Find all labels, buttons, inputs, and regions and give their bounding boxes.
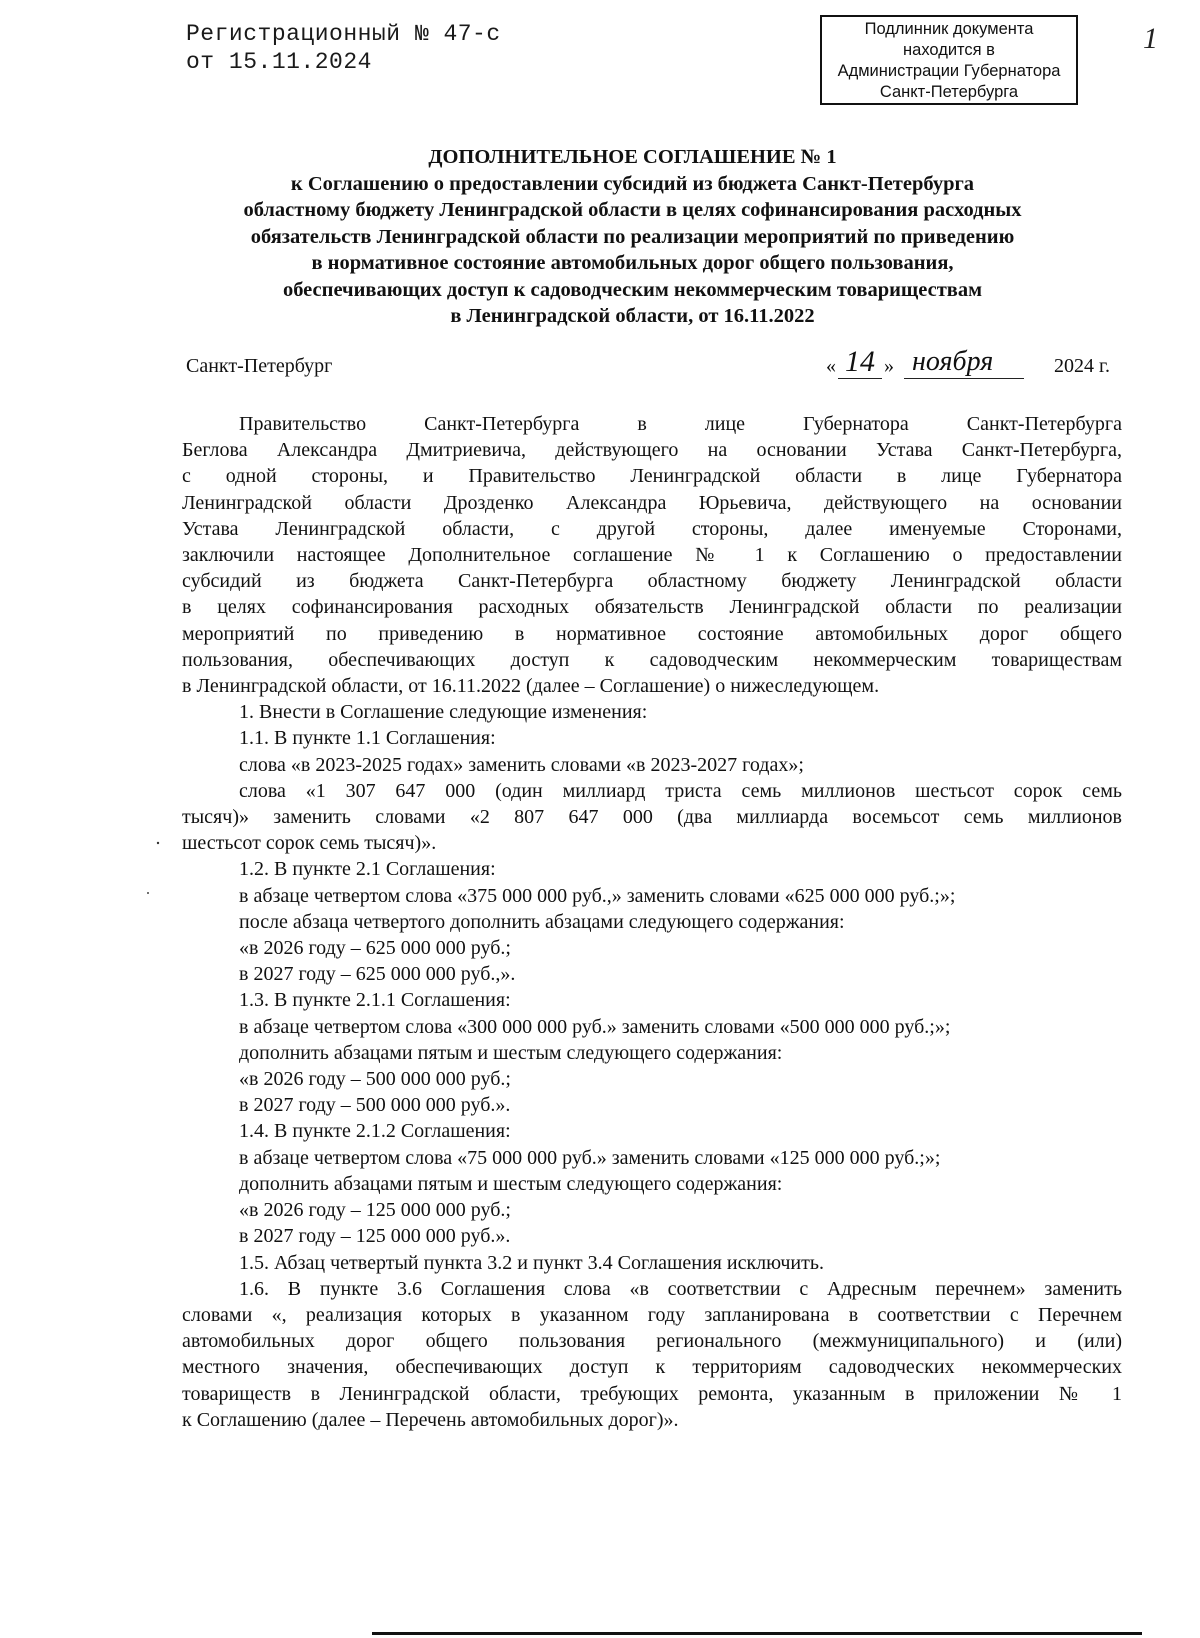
clause-1: 1. Внести в Соглашение следующие изменения:: [239, 701, 648, 724]
clause-1-2-d: в 2027 году – 625 000 000 руб.,».: [239, 963, 516, 986]
clause-1-3: 1.3. В пункте 2.1.1 Соглашения:: [239, 989, 511, 1012]
handwritten-page-number: 1: [1143, 22, 1158, 55]
clause-1-3-b: дополнить абзацами пятым и шестым следующего содержания:: [239, 1041, 783, 1064]
preamble-line: пользования, обеспечивающих доступ к садоводческим некоммерческим товариществам: [182, 648, 1122, 671]
preamble-line: субсидий из бюджета Санкт-Петербурга областному бюджету Ленинградской области: [182, 570, 1122, 593]
date-day-handwritten: 14: [838, 346, 882, 379]
bottom-edge-line: [372, 1632, 1142, 1635]
clause-1-6-line: словами «, реализация которых в указанном году запланирована в соответствии с Перечнем: [182, 1303, 1122, 1326]
clause-1-6-line: 1.6. В пункте 3.6 Соглашения слова «в соответствии с Адресным перечнем» заменить: [239, 1277, 1122, 1300]
title-line-3: обязательств Ленинградской области по реализации мероприятий по приведению: [250, 225, 1015, 248]
clause-1-6-line: местного значения, обеспечивающих доступ к территориям садоводческих некоммерческих: [182, 1356, 1122, 1379]
title-line-4: в нормативное состояние автомобильных дорог общего пользования,: [311, 252, 954, 274]
clause-1-2: 1.2. В пункте 2.1 Соглашения:: [239, 858, 496, 881]
stamp-line-4: Санкт-Петербурга: [879, 83, 1019, 101]
date-open-quote: «: [826, 355, 836, 377]
preamble-line: Беглова Александра Дмитриевича, действующего на основании Устава Санкт-Петербурга,: [182, 439, 1122, 462]
clause-1-1-b-line: шестьсот сорок семь тысяч)».: [182, 832, 437, 855]
title-line-6: в Ленинградской области, от 16.11.2022: [450, 305, 815, 327]
clause-1-3-d: в 2027 году – 500 000 000 руб.».: [239, 1094, 511, 1117]
preamble-line: Устава Ленинградской области, с другой стороны, далее именуемые Сторонами,: [182, 517, 1122, 540]
registration-line-1: Регистрационный № 47-с: [186, 21, 501, 47]
preamble-line: заключили настоящее Дополнительное соглашение № 1 к Соглашению о предоставлении: [182, 544, 1122, 567]
stamp-line-1: Подлинник документа: [864, 20, 1034, 38]
clause-1-6-line: товариществ в Ленинградской области, требующих ремонта, указанным в приложении № 1: [182, 1382, 1122, 1405]
title-heading: ДОПОЛНИТЕЛЬНОЕ СОГЛАШЕНИЕ № 1: [428, 146, 837, 168]
preamble-line: в целях софинансирования расходных обязательств Ленинградской области по реализации: [182, 596, 1122, 619]
date-year: 2024 г.: [1054, 355, 1110, 377]
preamble-line: с одной стороны, и Правительство Ленинградской области в лице Губернатора: [182, 465, 1122, 488]
place-of-signing: Санкт-Петербург: [186, 355, 333, 377]
scan-speck: [157, 842, 159, 844]
clause-1-2-b: после абзаца четвертого дополнить абзацами следующего содержания:: [239, 910, 845, 933]
preamble-line: Ленинградской области Дрозденко Александра Юрьевича, действующего на основании: [182, 491, 1122, 514]
preamble-line: в Ленинградской области, от 16.11.2022 (далее – Соглашение) о нижеследующем.: [182, 675, 880, 698]
title-line-1: к Соглашению о предоставлении субсидий из бюджета Санкт-Петербурга: [290, 172, 975, 195]
clause-1-3-c: «в 2026 году – 500 000 000 руб.;: [239, 1068, 511, 1091]
title-line-5: обеспечивающих доступ к садоводческим некоммерческим товариществам: [282, 278, 983, 301]
clause-1-1-b-line: слова «1 307 647 000 (один миллиард триста семь миллионов шестьсот сорок семь: [239, 779, 1122, 802]
clause-1-2-c: «в 2026 году – 625 000 000 руб.;: [239, 937, 511, 960]
stamp-line-2: находится в: [903, 41, 995, 59]
clause-1-4-c: «в 2026 году – 125 000 000 руб.;: [239, 1199, 511, 1222]
stamp-line-3: Администрации Губернатора: [837, 62, 1061, 80]
clause-1-6-line: автомобильных дорог общего пользования регионального (межмуниципального) и (или): [182, 1330, 1122, 1353]
date-month-handwritten: ноября: [904, 346, 1024, 379]
preamble-line: Правительство Санкт-Петербурга в лице Губернатора Санкт-Петербурга: [239, 413, 1122, 435]
clause-1-4-d: в 2027 году – 125 000 000 руб.».: [239, 1225, 511, 1248]
preamble-line: мероприятий по приведению в нормативное состояние автомобильных дорог общего: [182, 622, 1122, 645]
clause-1-3-a: в абзаце четвертом слова «300 000 000 руб.» заменить словами «500 000 000 руб.;»;: [239, 1015, 951, 1038]
clause-1-5: 1.5. Абзац четвертый пункта 3.2 и пункт 3.4 Соглашения исключить.: [239, 1251, 824, 1274]
clause-1-4-a: в абзаце четвертом слова «75 000 000 руб.» заменить словами «125 000 000 руб.;»;: [239, 1146, 941, 1169]
clause-1-1: 1.1. В пункте 1.1 Соглашения:: [239, 727, 496, 750]
clause-1-4: 1.4. В пункте 2.1.2 Соглашения:: [239, 1120, 511, 1143]
clause-1-2-a: в абзаце четвертом слова «375 000 000 руб.,» заменить словами «625 000 000 руб.;»;: [239, 884, 956, 907]
date-close-quote: »: [884, 355, 894, 377]
clause-1-1-a: слова «в 2023-2025 годах» заменить словами «в 2023-2027 годах»;: [239, 753, 804, 776]
scan-speck: [147, 892, 149, 894]
registration-line-2: от 15.11.2024: [186, 49, 372, 75]
clause-1-6-line: к Соглашению (далее – Перечень автомобильных дорог)».: [182, 1408, 679, 1431]
clause-1-1-b-line: тысяч)» заменить словами «2 807 647 000 (два миллиарда восемьсот семь миллионов: [182, 806, 1122, 829]
clause-1-4-b: дополнить абзацами пятым и шестым следующего содержания:: [239, 1172, 783, 1195]
title-line-2: областному бюджету Ленинградской области в целях софинансирования расходных: [243, 199, 1022, 221]
